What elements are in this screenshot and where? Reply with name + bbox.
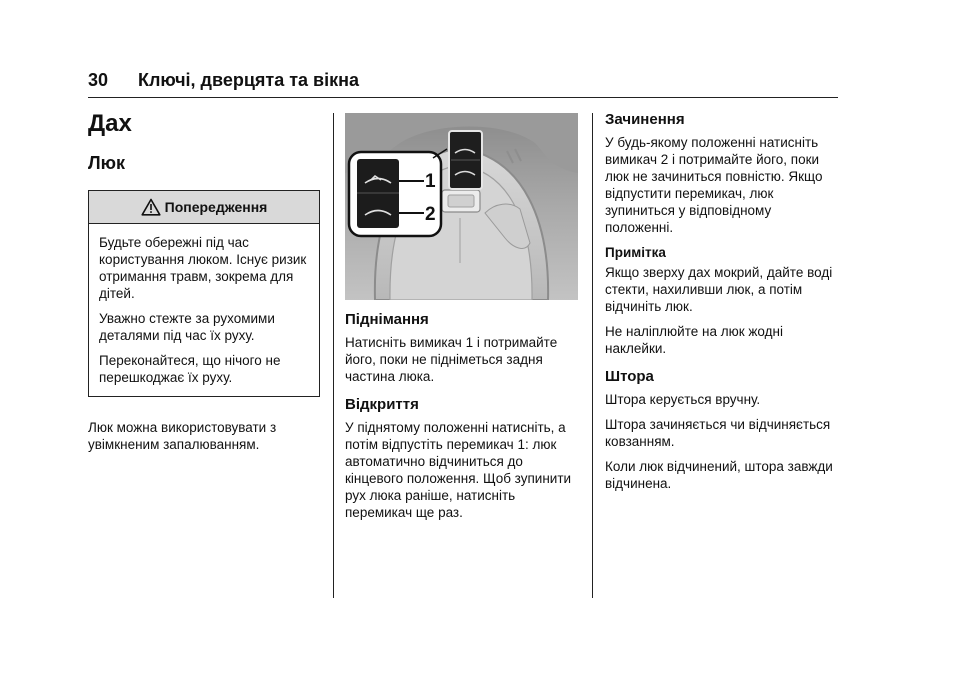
callout-1: 1 bbox=[425, 171, 436, 192]
section-subtitle: Люк bbox=[88, 153, 126, 173]
column-divider-left bbox=[333, 113, 334, 598]
opening-title: Відкриття bbox=[345, 396, 419, 413]
header-divider bbox=[88, 97, 838, 98]
page-number: 30 bbox=[88, 70, 109, 90]
page-header bbox=[88, 70, 838, 91]
shade-paragraph: Штора керується вручну. bbox=[605, 392, 761, 407]
warning-title: Попередження bbox=[164, 199, 268, 215]
warning-triangle-icon bbox=[141, 198, 161, 216]
warning-body bbox=[89, 224, 319, 396]
note-paragraph: Якщо зверху дах мокрий, дайте воді стекти, нахиливши люк, а потім відчиніть люк. bbox=[605, 265, 833, 314]
column-left bbox=[88, 108, 320, 461]
lifting-title: Піднімання bbox=[345, 311, 429, 328]
opening-text: У піднятому положенні натисніть, а потім відпустіть перемикач 1: люк автоматично відчиниться до кінцевого положення. Щоб зупинити рух люка раніше, натисніть перемикач ще раз. bbox=[345, 420, 572, 520]
lifting-text: Натисніть вимикач 1 і потримайте його, поки не підніметься задня частина люка. bbox=[345, 335, 558, 384]
warning-box bbox=[88, 190, 320, 397]
shade-paragraph: Штора зачиняється чи відчиняється ковзанням. bbox=[605, 417, 831, 449]
column-divider-right bbox=[592, 113, 593, 598]
shade-title: Штора bbox=[605, 368, 654, 385]
warning-paragraph: Переконайтеся, що нічого не перешкоджає їх руху. bbox=[99, 353, 281, 385]
closing-text: У будь-якому положенні натисніть вимикач 2 і потримайте його, поки люк не зачиниться повністю. Якщо відпустити перемикач, люк зупиниться у відповідному положенні. bbox=[605, 135, 823, 235]
note-paragraph: Не наліплюйте на люк жодні наклейки. bbox=[605, 324, 783, 356]
closing-title: Зачинення bbox=[605, 111, 685, 128]
callout-2: 2 bbox=[425, 204, 436, 225]
shade-paragraph: Коли люк відчинений, штора завжди відчинена. bbox=[605, 459, 833, 491]
note-title: Примітка bbox=[605, 245, 666, 260]
chapter-title: Ключі, дверцята та вікна bbox=[138, 70, 360, 90]
warning-header bbox=[89, 191, 319, 224]
column-middle bbox=[345, 113, 580, 529]
warning-paragraph: Уважно стежте за рухомими деталями під час їх руху. bbox=[99, 311, 275, 343]
warning-paragraph: Будьте обережні під час користування люком. Існує ризик отримання травм, зокрема для дітей. bbox=[99, 235, 307, 301]
sunroof-switch-illustration bbox=[345, 113, 578, 300]
column-right bbox=[605, 108, 840, 500]
section-title: Дах bbox=[88, 110, 132, 137]
ignition-note: Люк можна використовувати з увімкненим запалюванням. bbox=[88, 420, 277, 452]
